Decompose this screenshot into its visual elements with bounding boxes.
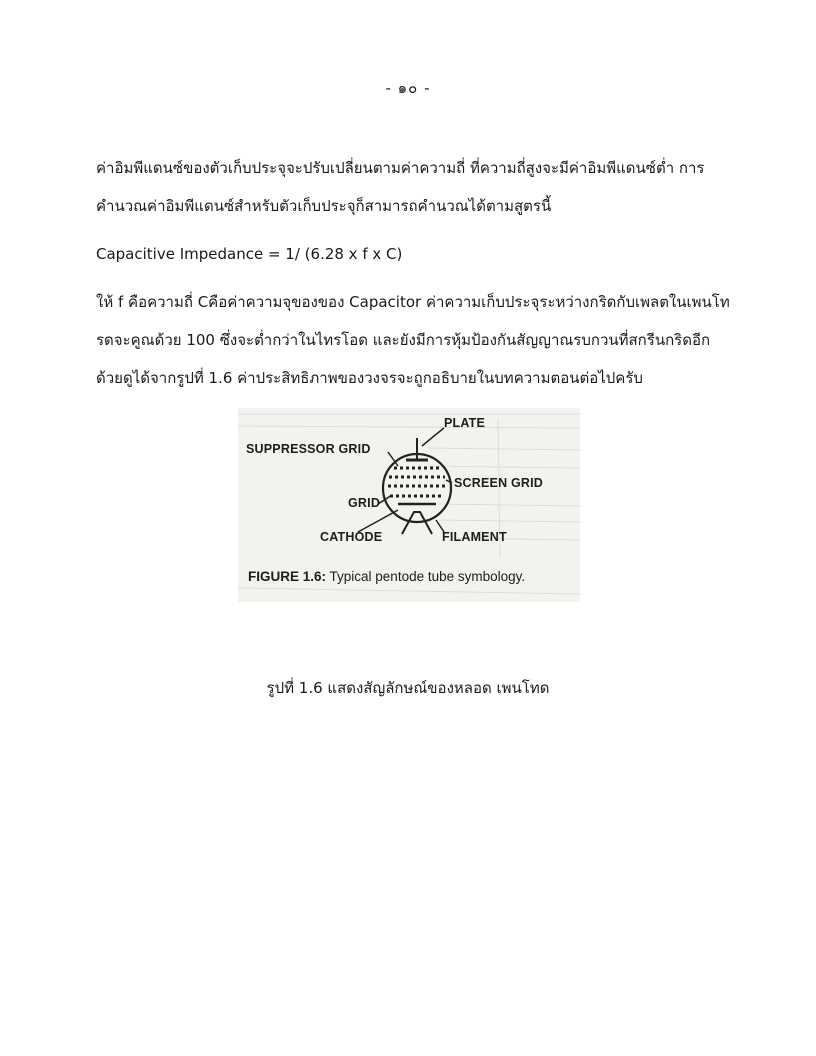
screen-grid-label: SCREEN GRID <box>454 476 544 490</box>
grid-label: GRID <box>348 496 381 510</box>
figure-caption <box>248 569 525 584</box>
paragraph-1-line-2: คำนวณค่าอิมพีแดนซ์สำหรับตัวเก็บประจุก็สามารถคำนวณได้ตามสูตรนี้ <box>96 197 552 215</box>
page-number: - ๑๐ - <box>385 79 431 97</box>
cathode-label: CATHODE <box>320 530 383 544</box>
filament-label: FILAMENT <box>442 530 507 544</box>
paragraph-1-line-1: ค่าอิมพีแดนซ์ของตัวเก็บประจุจะปรับเปลี่ยนตามค่าความถี่ ที่ความถี่สูงจะมีค่าอิมพีแดนซ์ต่ำ การ <box>96 159 705 177</box>
paragraph-2-line-3: ด้วยดูได้จากรูปที่ 1.6 ค่าประสิทธิภาพของวงจรจะถูกอธิบายในบทความตอนต่อไปครับ <box>96 369 643 387</box>
impedance-formula: Capacitive Impedance = 1/ (6.28 x f x C) <box>96 245 403 263</box>
thai-figure-caption: รูปที่ 1.6 แสดงสัญลักษณ์ของหลอด เพนโทด <box>266 679 550 697</box>
suppressor-grid-label: SUPPRESSOR GRID <box>246 442 371 456</box>
pentode-figure <box>238 408 580 602</box>
figure-caption-text: Typical pentode tube symbology. <box>326 569 526 584</box>
paragraph-2-line-2: รดจะคูณด้วย 100 ซึ่งจะต่ำกว่าในไทรโอด และยังมีการหุ้มป้องกันสัญญาณรบกวนที่สกรีนกริดอีก <box>96 331 711 349</box>
paragraph-2-line-1: ให้ f คือความถี่ Cคือค่าความจุของของ Capacitor ค่าความเก็บประจุระหว่างกริดกับเพลตในเพนโท <box>96 293 730 311</box>
figure-caption-label: FIGURE 1.6: <box>248 569 327 584</box>
plate-label: PLATE <box>444 416 486 430</box>
